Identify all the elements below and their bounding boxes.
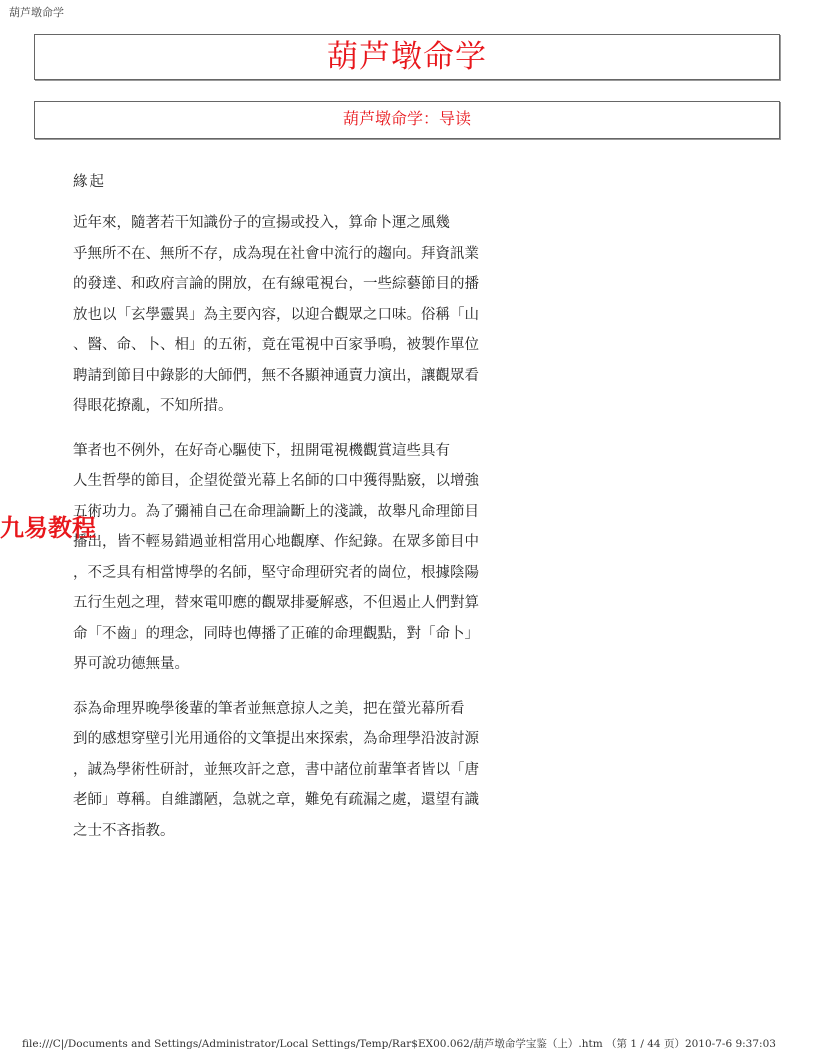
text-line: 聘請到節目中錄影的大師們，無不各顯神通賣力演出，讓觀眾看 [73, 367, 479, 384]
page-title: 葫芦墩命学 [327, 39, 487, 75]
watermark-logo: 九易教程 [0, 514, 96, 542]
text-line: 乎無所不在、無所不存，成為現在社會中流行的趨向。拜資訊業 [73, 245, 479, 262]
text-line: 忝為命理界晚學後輩的筆者並無意掠人之美，把在螢光幕所看 [73, 700, 465, 717]
subtitle-box [34, 101, 780, 139]
section-heading: 緣起 [73, 174, 106, 190]
text-line: 人生哲學的節目，企望從螢光幕上名師的口中獲得點竅，以增強 [73, 473, 479, 489]
paragraph-1 [73, 208, 553, 422]
text-line: ，誠為學術性研討，並無攻訐之意，書中諸位前輩筆者皆以「唐 [73, 761, 479, 778]
text-line: 界可說功德無量。 [73, 656, 189, 672]
article-content [73, 170, 553, 860]
page-header: 葫芦墩命学 [9, 6, 64, 19]
text-line: 到的感想穿壁引光用通俗的文筆提出來探索，為命理學沿波討源 [73, 731, 479, 747]
text-line: 命「不齒」的理念，同時也傳播了正確的命理觀點，對「命卜」 [73, 625, 479, 642]
text-line: 近年來，隨著若干知識份子的宣揚或投入，算命卜運之風幾 [73, 215, 450, 231]
page-subtitle: 葫芦墩命学：导读 [342, 109, 471, 128]
text-line: 、醫、命、卜、相」的五術，竟在電視中百家爭鳴，被製作單位 [73, 337, 479, 353]
text-line: 五術功力。為了彌補自己在命理論斷上的淺識，故舉凡命理節目 [73, 503, 479, 520]
text-line: 得眼花撩亂，不知所措。 [73, 398, 233, 414]
paragraph-3 [73, 694, 553, 847]
text-line: 老師」尊稱。自維譾陋，急就之章，難免有疏漏之處，還望有識 [73, 792, 479, 808]
title-box [34, 34, 780, 80]
text-line: 的發達、和政府言論的開放，在有線電視台，一些綜藝節目的播 [73, 276, 479, 292]
text-line: 之士不吝指教。 [73, 822, 175, 839]
page-footer: file:///C|/Documents and Settings/Administrator/Local Settings/Temp/Rar$EX00.062/葫芦墩命学宝鉴（上）.htm （第 1 / 44 页）2010-7-6 9:37:03 [22, 1038, 776, 1050]
text-line: 播出，皆不輕易錯過並相當用心地觀摩、作紀錄。在眾多節目中 [73, 534, 479, 550]
text-line: ，不乏具有相當博學的名師，堅守命理研究者的崗位，根據陰陽 [73, 564, 479, 581]
text-line: 五行生剋之理，替來電叩應的觀眾排憂解惑，不但遏止人們對算 [73, 595, 479, 611]
paragraph-2 [73, 436, 553, 680]
text-line: 放也以「玄學靈異」為主要內容，以迎合觀眾之口味。俗稱「山 [73, 306, 479, 323]
text-line: 筆者也不例外，在好奇心驅使下，扭開電視機觀賞這些具有 [73, 442, 450, 459]
